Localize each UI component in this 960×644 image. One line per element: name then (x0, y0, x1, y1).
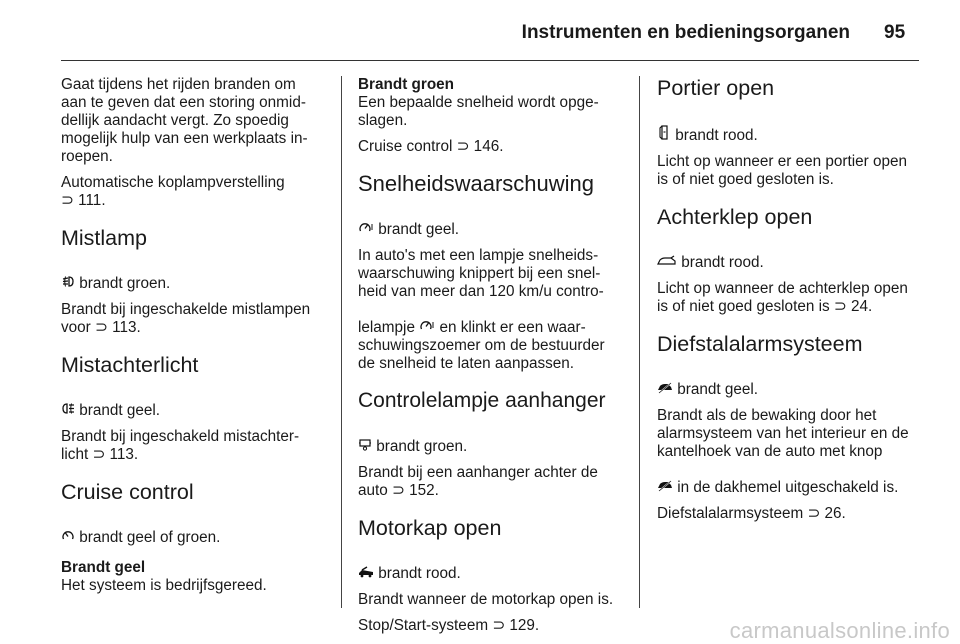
portier-heading: Portier open (657, 76, 775, 100)
snelheid-heading: Snelheidswaarschuwing (358, 171, 595, 196)
mistachterlicht-heading: Mistachterlicht (61, 353, 199, 377)
diefstal-heading: Diefstalalarmsysteem (657, 332, 863, 356)
achterklep-status: brandt rood. (657, 236, 927, 272)
motorkap-heading: Motorkap open (358, 516, 502, 540)
mistlamp-heading: Mistlamp (61, 226, 148, 250)
fog-lamp-icon (61, 257, 75, 293)
speed-warning-icon-inline (419, 301, 435, 337)
snelheid-status: brandt geel. (358, 203, 626, 239)
page-header-title: Instrumenten en bedieningsorganen (521, 22, 850, 43)
mistachterlicht-status: brandt geel. (61, 384, 331, 420)
mistlamp-status: brandt groen. (61, 257, 331, 293)
column-divider-1 (341, 76, 342, 608)
stop-start-ref: Stop/Start-systeem ⊃ 129. (358, 617, 540, 634)
brandt-groen-heading: Brandt groen (358, 76, 455, 93)
tailgate-open-icon (657, 236, 677, 272)
diefstal-text: Brandt als de bewaking door het alarmsysteem van het interieur en de kantelhoek van de auto met knop in de dakhemel uitgeschakeld is. (657, 407, 909, 496)
anti-theft-icon (657, 363, 673, 399)
diefstal-ref: Diefstalalarmsysteem ⊃ 26. (657, 505, 846, 522)
intro-paragraph: Gaat tijdens het rijden branden om aan te geven dat een storing onmid- dellijk aandacht vergt. Zo spoedig mogelijk hulp van een werkplaats in- roepen. (61, 76, 308, 165)
speed-warning-icon (358, 203, 374, 239)
cruise-control-icon (61, 511, 75, 547)
door-open-icon (657, 107, 671, 145)
brandt-geel-text: Het systeem is bedrijfsgereed. (61, 577, 267, 594)
column-divider-2 (639, 76, 640, 608)
brandt-groen-text: Een bepaalde snelheid wordt opge- slagen. (358, 94, 599, 129)
cruise-control-heading: Cruise control (61, 480, 194, 504)
cruise-control-ref: Cruise control ⊃ 146. (358, 138, 504, 155)
hood-open-icon (358, 547, 374, 583)
rear-fog-lamp-icon (61, 384, 75, 420)
cruise-control-status: brandt geel of groen. (61, 511, 331, 547)
aanhanger-text: Brandt bij een aanhanger achter de auto ⊃ 152. (358, 464, 598, 499)
diefstal-status: brandt geel. (657, 363, 927, 399)
watermark: carmanualsonline.info (729, 618, 950, 643)
mistachterlicht-text: Brandt bij ingeschakeld mistachter- licht ⊃ 113. (61, 428, 300, 463)
achterklep-text: Licht op wanneer de achterklep open is of niet goed gesloten is ⊃ 24. (657, 280, 908, 315)
motorkap-status: brandt rood. (358, 547, 626, 583)
aanhanger-heading: Controlelampje aanhanger (358, 389, 606, 412)
mistlamp-text: Brandt bij ingeschakelde mistlampen voor ⊃ 113. (61, 301, 311, 336)
header-rule (61, 60, 919, 61)
headlamp-leveling-ref: Automatische koplampverstelling ⊃ 111. (61, 174, 285, 209)
page-number: 95 (884, 22, 906, 43)
portier-text: Licht op wanneer er een portier open is of niet goed gesloten is. (657, 153, 908, 188)
achterklep-heading: Achterklep open (657, 205, 813, 229)
portier-status: brandt rood. (657, 107, 927, 145)
column-1 (61, 76, 331, 603)
anti-theft-icon-inline (657, 461, 673, 497)
column-2 (358, 76, 626, 643)
column-3 (657, 76, 927, 531)
brandt-geel-heading: Brandt geel (61, 559, 146, 576)
aanhanger-status: brandt groen. (358, 420, 626, 456)
trailer-icon (358, 420, 372, 456)
snelheid-text: In auto's met een lampje snelheids- waarschuwing knippert bij een snel- heid van meer dan 120 km/u contro- lelampje en klinkt er een waar- schuwingszoemer om de bestuurder de snelheid te laten aanpassen. (358, 247, 605, 372)
motorkap-text: Brandt wanneer de motorkap open is. (358, 591, 614, 608)
